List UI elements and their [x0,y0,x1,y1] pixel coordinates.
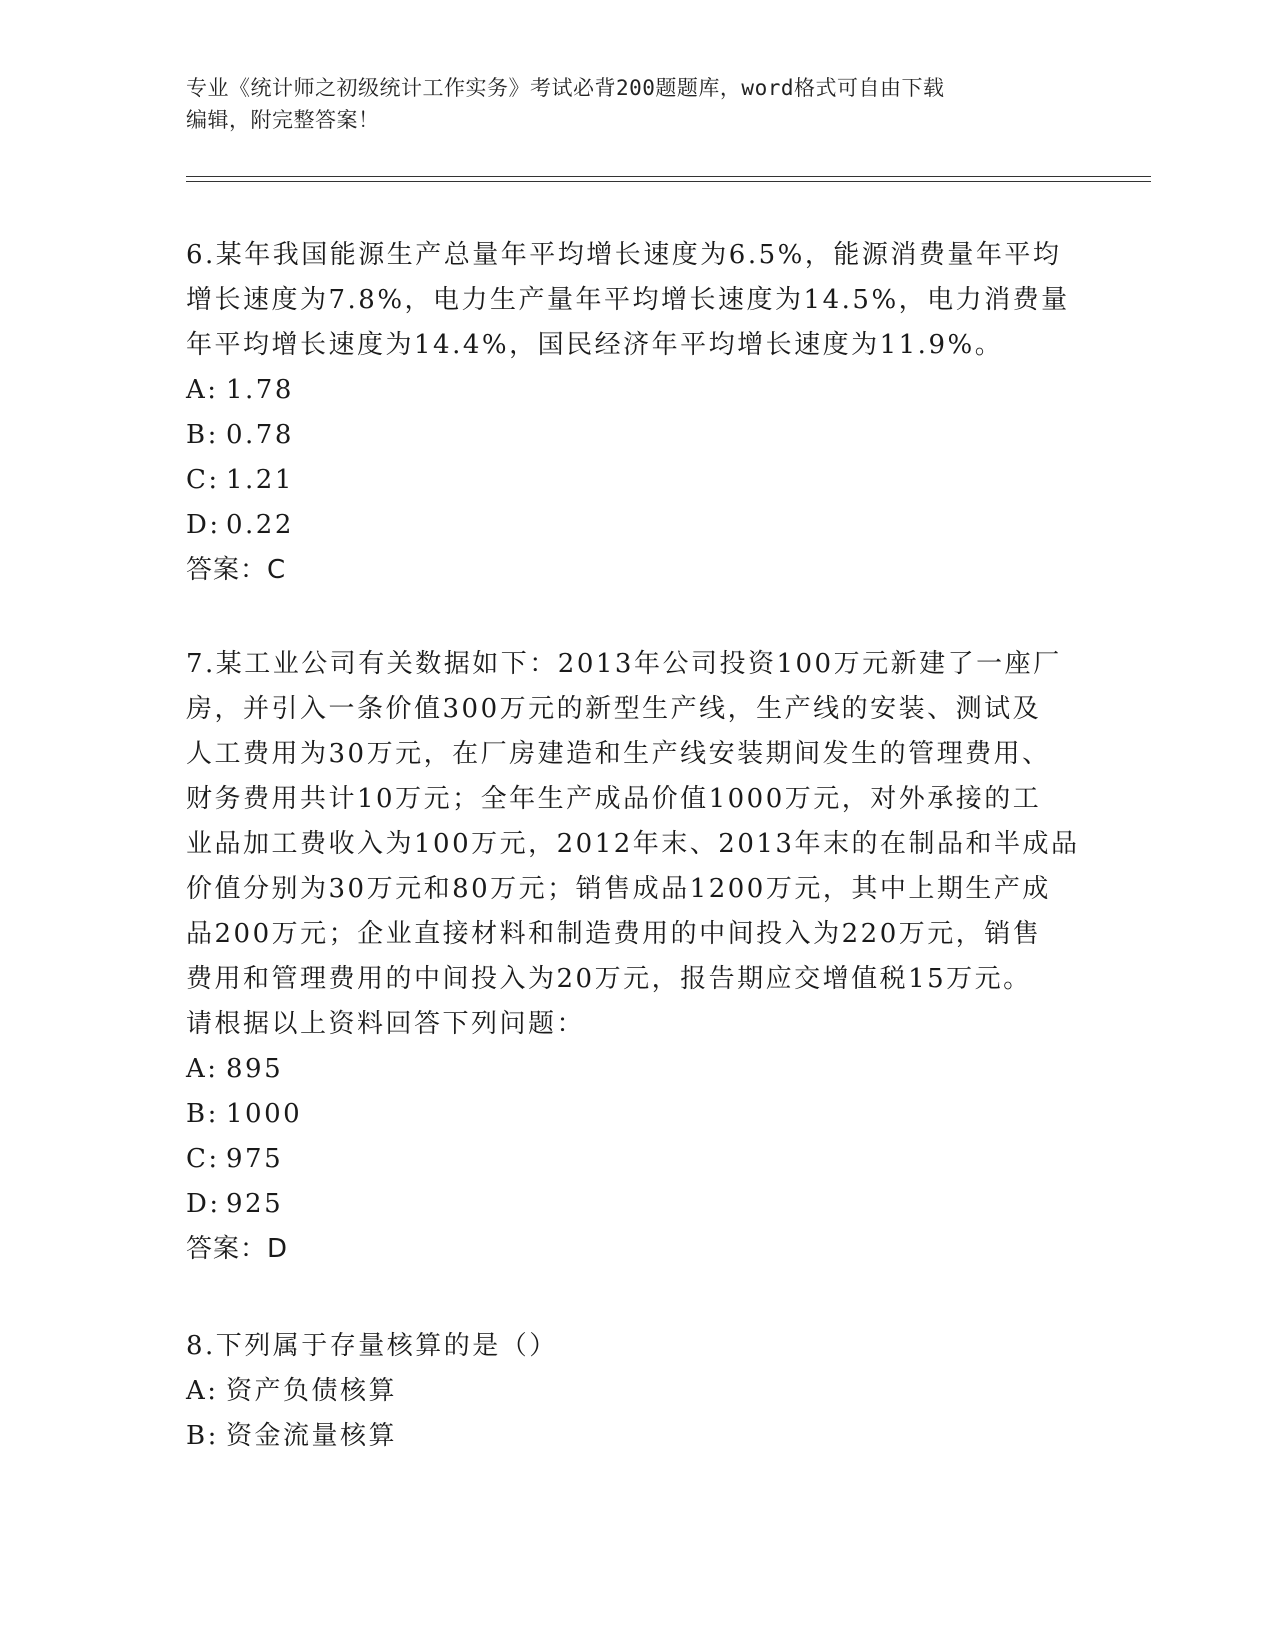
option-letter: B: [186,1099,219,1129]
question-line: 费用和管理费用的中间投入为20万元，报告期应交增值税15万元。 [186,964,1032,994]
option-text: 资产负债核算 [226,1376,398,1406]
question-line: 增长速度为7.8%，电力生产量年平均增长速度为14.5%，电力消费量 [186,285,1070,315]
option-text: 1.21 [226,465,294,495]
answer-label: 答案：D [186,1234,289,1264]
option-text: 925 [226,1189,284,1219]
header-line: 专业《统计师之初级统计工作实务》考试必背200题题库，word格式可自由下载 [186,76,945,100]
document-header [186,72,1086,136]
question-text [186,1324,1066,1369]
header-divider [186,176,1151,177]
option-b [186,1414,1066,1459]
question-line: 8.下列属于存量核算的是（） [186,1331,558,1361]
question-text [186,233,1070,368]
question-line: 业品加工费收入为100万元，2012年末、2013年末的在制品和半成品 [186,829,1080,859]
option-letter: D: [186,510,221,540]
option-d [186,503,1066,548]
header-divider [186,181,1151,182]
option-letter: A: [186,375,219,405]
option-letter: A: [186,1054,219,1084]
question-line: 6.某年我国能源生产总量年平均增长速度为6.5%，能源消费量年平均 [186,240,1062,270]
option-text: 1.78 [226,375,294,405]
question-line: 请根据以上资料回答下列问题： [186,1009,586,1039]
option-b [186,1092,1066,1137]
question-8 [186,1324,1066,1459]
option-a [186,1047,1066,1092]
question-text [186,642,1080,1047]
option-a [186,1369,1066,1414]
question-line: 7.某工业公司有关数据如下：2013年公司投资100万元新建了一座厂 [186,649,1062,679]
option-letter: D: [186,1189,221,1219]
option-text: 资金流量核算 [226,1421,398,1451]
option-a [186,368,1066,413]
question-line: 价值分别为30万元和80万元；销售成品1200万元，其中上期生产成 [186,874,1051,904]
option-d [186,1182,1066,1227]
option-text: 975 [226,1144,284,1174]
option-text: 0.78 [226,420,294,450]
question-line: 人工费用为30万元，在厂房建造和生产线安装期间发生的管理费用、 [186,739,1051,769]
option-b [186,413,1066,458]
option-letter: C: [186,1144,220,1174]
question-line: 品200万元；企业直接材料和制造费用的中间投入为220万元，销售 [186,919,1042,949]
question-6 [186,233,1070,593]
option-letter: B: [186,420,219,450]
question-line: 财务费用共计10万元；全年生产成品价值1000万元，对外承接的工 [186,784,1042,814]
option-text: 0.22 [226,510,294,540]
question-7 [186,642,1080,1272]
option-text: 895 [226,1054,284,1084]
option-c [186,1137,1066,1182]
header-line: 编辑，附完整答案！ [186,108,380,132]
answer-label: 答案：C [186,555,287,585]
option-letter: A: [186,1376,219,1406]
question-line: 年平均增长速度为14.4%，国民经济年平均增长速度为11.9%。 [186,330,1004,360]
question-line: 房，并引入一条价值300万元的新型生产线，生产线的安装、测试及 [186,694,1042,724]
option-letter: C: [186,465,220,495]
option-letter: B: [186,1421,219,1451]
option-text: 1000 [226,1099,303,1129]
option-c [186,458,1066,503]
